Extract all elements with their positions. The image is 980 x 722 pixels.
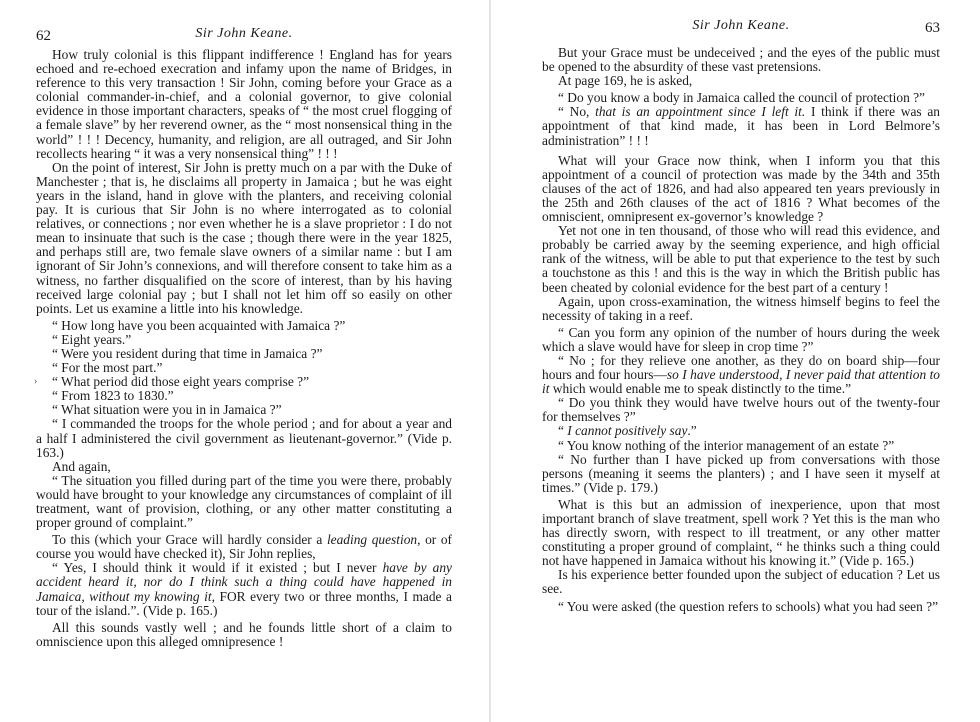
left-quote-line: “ From 1823 to 1830.” — [52, 388, 174, 404]
left-page-body — [36, 46, 452, 649]
right-paragraph-7: Is his experience better founded upon the subject of education ? Let us see. — [542, 567, 940, 597]
right-quote-2: “ No, that is an appointment since I left it. I think if there was an appointment of that kind made, it has been in Lord Belmore’s administration” ! ! ! — [542, 104, 940, 148]
left-page-number: 62 — [36, 28, 51, 44]
right-running-title: Sir John Keane. — [692, 18, 790, 33]
left-paragraph-3: To this (which your Grace will hardly consider a leading question, or of course you would have checked it), Sir John replies, — [36, 532, 453, 562]
left-paragraph-1: How truly colonial is this flippant indifference ! England has for years echoed and re-echoed execration and infamy upon the name of Bridges, in reference to this very transaction ! Sir John, coming before your Grace as a colonial commander-in-chief, and a colonial governor, to give colonial evidence in those important characters, speaks of “ the most cruel flogging of a female slave” by her reverend owner, as the “ most nonsensical thing in the world” ! ! ! Decency, humanity, and religion, are all outraged, and Sir John recollects hearing “ it was a very nonsensical thing” ! ! ! — [36, 47, 452, 161]
right-quote-5: “ Do you think they would have twelve hours out of the twenty-four for themselves ?” — [542, 395, 940, 425]
right-quote-3: “ Can you form any opinion of the number of hours during the week which a slave would have for sleep in crop time ?” — [542, 324, 940, 354]
margin-mark: › — [34, 376, 38, 387]
left-and-again: And again, — [52, 458, 111, 474]
right-page — [490, 0, 980, 722]
left-quote-line: “ For the most part.” — [52, 360, 163, 376]
left-running-title: Sir John Keane. — [195, 26, 293, 41]
right-paragraph-4: Yet not one in ten thousand, of those who will read this evidence, and probably be carried away by the seeming experience, and high official rank of the witness, will be able to put that experience to the test by such a touchstone as this ! and this is the way in which the British public has been cheated by colonial evidence for the best part of a century ! — [542, 223, 940, 295]
right-quote-8: “ No further than I have picked up from conversations with those persons (meaning it seems the planters) ; and I have seen it myself at times.” (Vide p. 179.) — [542, 451, 940, 495]
right-quote-4: “ No ; for they relieve one another, as they do on board ship—four hours and four hours—so I have understood, I never paid that attention to it which would enable me to speak distinctly to the time.” — [542, 352, 941, 397]
left-page-header — [36, 22, 452, 46]
left-quote-3: “ Yes, I should think it would if it existed ; but I never have by any accident heard it, nor do I think such a thing could have happened in Jamaica, without my knowing it, FOR every two or three months, I made a tour of the island.”. (Vide p. 165.) — [36, 560, 452, 618]
right-quote-7: “ You know nothing of the interior management of an estate ?” — [558, 437, 895, 453]
left-quote-line: “ What period did those eight years comprise ?” — [52, 374, 310, 390]
right-paragraph-1: But your Grace must be undeceived ; and the eyes of the public must be opened to the absurdity of these vast pretensions. — [542, 45, 940, 75]
left-quote-line: “ How long have you been acquainted with Jamaica ?” — [52, 317, 346, 333]
right-paragraph-5: Again, upon cross-examination, the witness himself begins to feel the necessity of taking in a reef. — [542, 293, 940, 323]
left-quote-2: “ The situation you filled during part of the time you were there, probably would have brought to your knowledge any circumstances of complaint of ill treatment, want of provision, clothing, or any other matter constituting a proper ground of complaint.” — [36, 472, 452, 531]
right-paragraph-2: At page 169, he is asked, — [558, 73, 693, 89]
left-quote-line: “ What situation were you in in Jamaica ?” — [52, 402, 282, 418]
left-paragraph-2: On the point of interest, Sir John is pretty much on a par with the Duke of Manchester ; that is, he disclaims all property in Jamaica ; but he was eight years in the island, hand in glove with the planters, and receiving colonial pay. It is curious that Sir John is no where interrogated as to colonial relatives, or connections ; nor even whether he is a slave proprietor : I do not mean to insinuate that such is the case ; though there were in the year 1825, and perhaps still are, two female slave owners of a similar name : but I am ignorant of Sir John’s connexions, and will therefore consent to take him as a witness, no farther disqualified on the score of interest, than by his having received large colonial pay ; but I shall not let him off so easily on other points. Let us examine a little into his knowledge. — [36, 159, 452, 316]
left-paragraph-4: All this sounds vastly well ; and he founds little short of a claim to omniscience upon this alleged omnipresence ! — [36, 619, 452, 649]
left-quote-line: “ Were you resident during that time in Jamaica ?” — [52, 345, 323, 361]
left-quote-line: “ Eight years.” — [52, 331, 132, 347]
right-paragraph-3: What will your Grace now think, when I inform you that this appointment of a council of protection was made by the 34th and 35th clauses of the act of 1826, and had also appeared ten years previously in the 25th and 26th clauses of the act of 1816 ? What becomes of the omniscient, omnipresent ex-governor’s knowledge ? — [542, 152, 940, 225]
right-quote-9: “ You were asked (the question refers to schools) what you had seen ?” — [558, 598, 939, 614]
left-quote-line: “ I commanded the troops for the whole period ; and for about a year and a half I administered the civil government as lieutenant-governor.” (Vide p. 163.) — [36, 416, 452, 460]
right-page-header — [542, 18, 940, 42]
right-quote-6: “ I cannot positively say.” — [558, 423, 697, 439]
right-page-body — [542, 42, 940, 614]
right-paragraph-6: What is this but an admission of inexperience, upon that most important branch of slave treatment, spell work ? Yet this is the man who has directly sworn, with respect to ill treatment, or any other matter constituting a proper ground of complaint, “ he thinks such a thing could not have happened in Jamaica without his knowing it.” (Vide p. 165.) — [542, 496, 940, 569]
right-quote-1: “ Do you know a body in Jamaica called the council of protection ?” — [558, 90, 926, 106]
right-page-number: 63 — [925, 20, 940, 36]
